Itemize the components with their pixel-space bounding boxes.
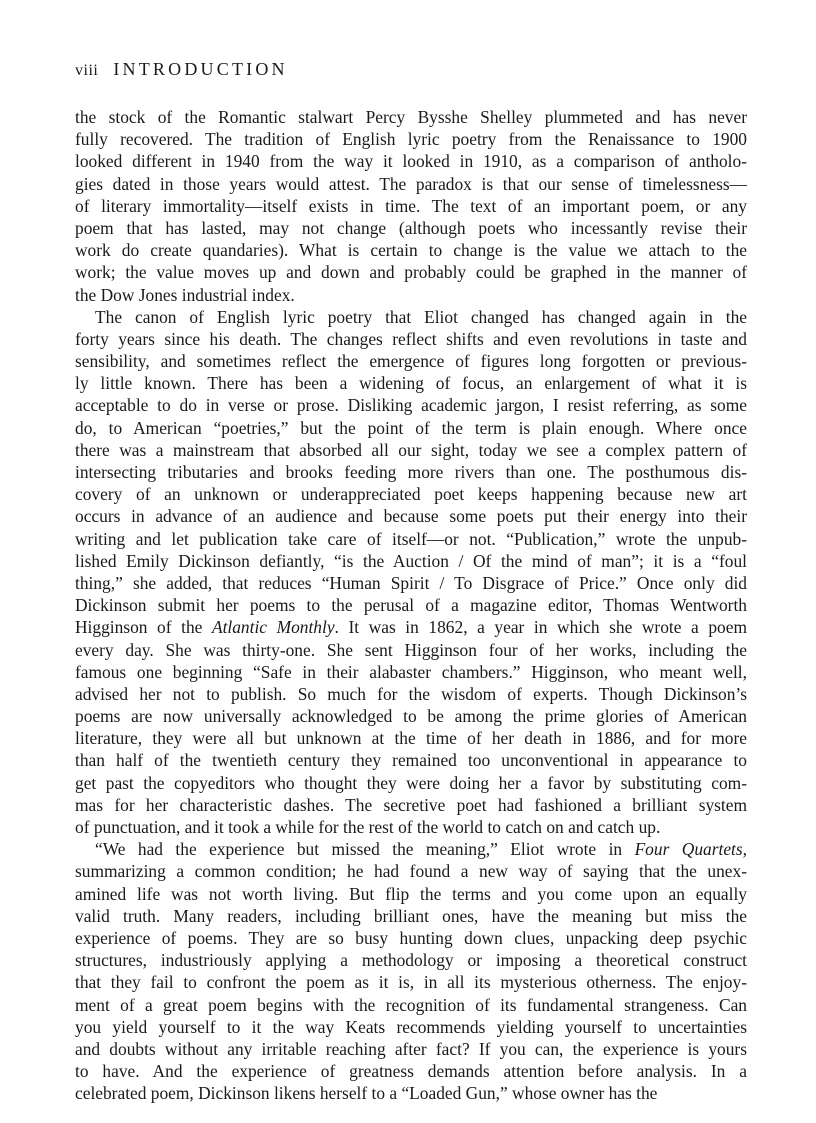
text-line: the Dow Jones industrial index.	[75, 284, 295, 305]
paragraph	[75, 106, 747, 306]
text-line	[75, 838, 747, 860]
text-line: covery of an unknown or underappreciated poet keeps happening because new art	[75, 484, 747, 505]
page-number: viii	[75, 62, 99, 79]
text-line: work; the value moves up and down and probably could be graphed in the manner of	[75, 262, 747, 283]
running-head	[75, 59, 288, 80]
text-line: celebrated poem, Dickinson likens herself to a “Loaded Gun,” whose owner has the	[75, 1083, 658, 1104]
text-line: the stock of the Romantic stalwart Percy Bysshe Shelley plummeted and has never	[75, 107, 747, 127]
text-line: The canon of English lyric poetry that Eliot changed has changed again in the	[95, 306, 747, 327]
text-line: lished Emily Dickinson defiantly, “is the Auction / Of the mind of man”; it is a “foul	[75, 550, 747, 571]
text-line: and doubts without any irritable reaching after fact? If you can, the experience is yours	[75, 1038, 747, 1059]
text-segment: “We had the experience but missed the meaning,” Eliot wrote in	[95, 839, 635, 860]
text-segment: . It was in 1862, a year in which she wrote a poem	[334, 617, 747, 638]
text-line: experience of poems. They are so busy hunting down clues, unpacking deep psychic	[75, 927, 747, 948]
text-line: do, to American “poetries,” but the point of the term is plain enough. Where once	[75, 417, 747, 438]
paragraph	[75, 306, 747, 839]
text-line: ment of a great poem begins with the recognition of its fundamental strangeness. Can	[75, 994, 747, 1015]
text-segment: Higginson of the	[75, 617, 212, 638]
italic-title: Atlantic Monthly	[211, 617, 335, 638]
text-line: occurs in advance of an audience and because some poets put their energy into their	[75, 506, 747, 527]
text-line: summarizing a common condition; he had found a new way of saying that the unex-	[75, 861, 747, 882]
text-line: of punctuation, and it took a while for the rest of the world to catch on and catch up.	[75, 817, 661, 837]
text-line: of literary immortality—itself exists in time. The text of an important poem, or any	[75, 195, 747, 216]
text-line: work do create quandaries). What is certain to change is the value we attach to the	[75, 240, 747, 261]
text-line: poems are now universally acknowledged to be among the prime glories of American	[75, 706, 747, 727]
text-line: Dickinson submit her poems to the perusal of a magazine editor, Thomas Wentworth	[75, 595, 747, 616]
text-line: advised her not to publish. So much for the wisdom of experts. Though Dickinson’s	[75, 683, 747, 704]
paragraph	[75, 838, 747, 1104]
text-line: amined life was not worth living. But flip the terms and you come upon an equally	[75, 883, 747, 904]
text-line: structures, industriously applying a methodology or imposing a theoretical construct	[75, 950, 747, 971]
text-line: forty years since his death. The changes reflect shifts and even revolutions in taste and	[75, 328, 747, 349]
text-line: that they fail to confront the poem as it is, in all its mysterious otherness. The enjoy-	[75, 972, 747, 993]
text-line: get past the copyeditors who thought they were doing her a favor by substituting com-	[75, 772, 747, 793]
text-line: literature, they were all but unknown at the time of her death in 1886, and for more	[75, 728, 747, 749]
text-line: you yield yourself to it the way Keats recommends yielding yourself to uncertainties	[75, 1016, 747, 1037]
text-line: intersecting tributaries and brooks feeding more rivers than one. The posthumous dis-	[75, 462, 747, 482]
text-line: famous one beginning “Safe in their alabaster chambers.” Higginson, who meant well,	[75, 661, 747, 682]
text-line: sensibility, and sometimes reflect the emergence of figures long forgotten or previous-	[75, 351, 747, 372]
text-line: thing,” she added, that reduces “Human Spirit / To Disgrace of Price.” Once only did	[75, 572, 747, 593]
text-line: valid truth. Many readers, including brilliant ones, have the meaning but miss the	[75, 905, 747, 926]
text-line: to have. And the experience of greatness demands attention before analysis. In a	[75, 1061, 747, 1082]
text-line: acceptable to do in verse or prose. Disliking academic jargon, I resist referring, as some	[75, 395, 747, 416]
text-line: looked different in 1940 from the way it looked in 1910, as a comparison of antholo-	[75, 151, 747, 172]
text-line: poem that has lasted, may not change (although poets who incessantly revise their	[75, 217, 747, 238]
body-text	[75, 106, 747, 1104]
italic-title: Four Quartets,	[634, 839, 747, 860]
text-line: writing and let publication take care of itself—or not. “Publication,” wrote the unpub-	[75, 528, 747, 549]
text-line: mas for her characteristic dashes. The secretive poet had fashioned a brilliant system	[75, 794, 747, 815]
text-line: there was a mainstream that absorbed all our sight, today we see a complex pattern of	[75, 439, 747, 460]
text-line: than half of the twentieth century they remained too unconventional in appearance to	[75, 750, 747, 771]
text-line: gies dated in those years would attest. The paradox is that our sense of timelessness—	[75, 173, 747, 194]
text-line: every day. She was thirty-one. She sent Higginson four of her works, including the	[75, 639, 747, 660]
text-line: fully recovered. The tradition of English lyric poetry from the Renaissance to 1900	[75, 129, 747, 150]
text-line	[75, 616, 747, 638]
text-line: ly little known. There has been a widening of focus, an enlargement of what it is	[75, 373, 747, 394]
section-title: INTRODUCTION	[113, 59, 288, 79]
